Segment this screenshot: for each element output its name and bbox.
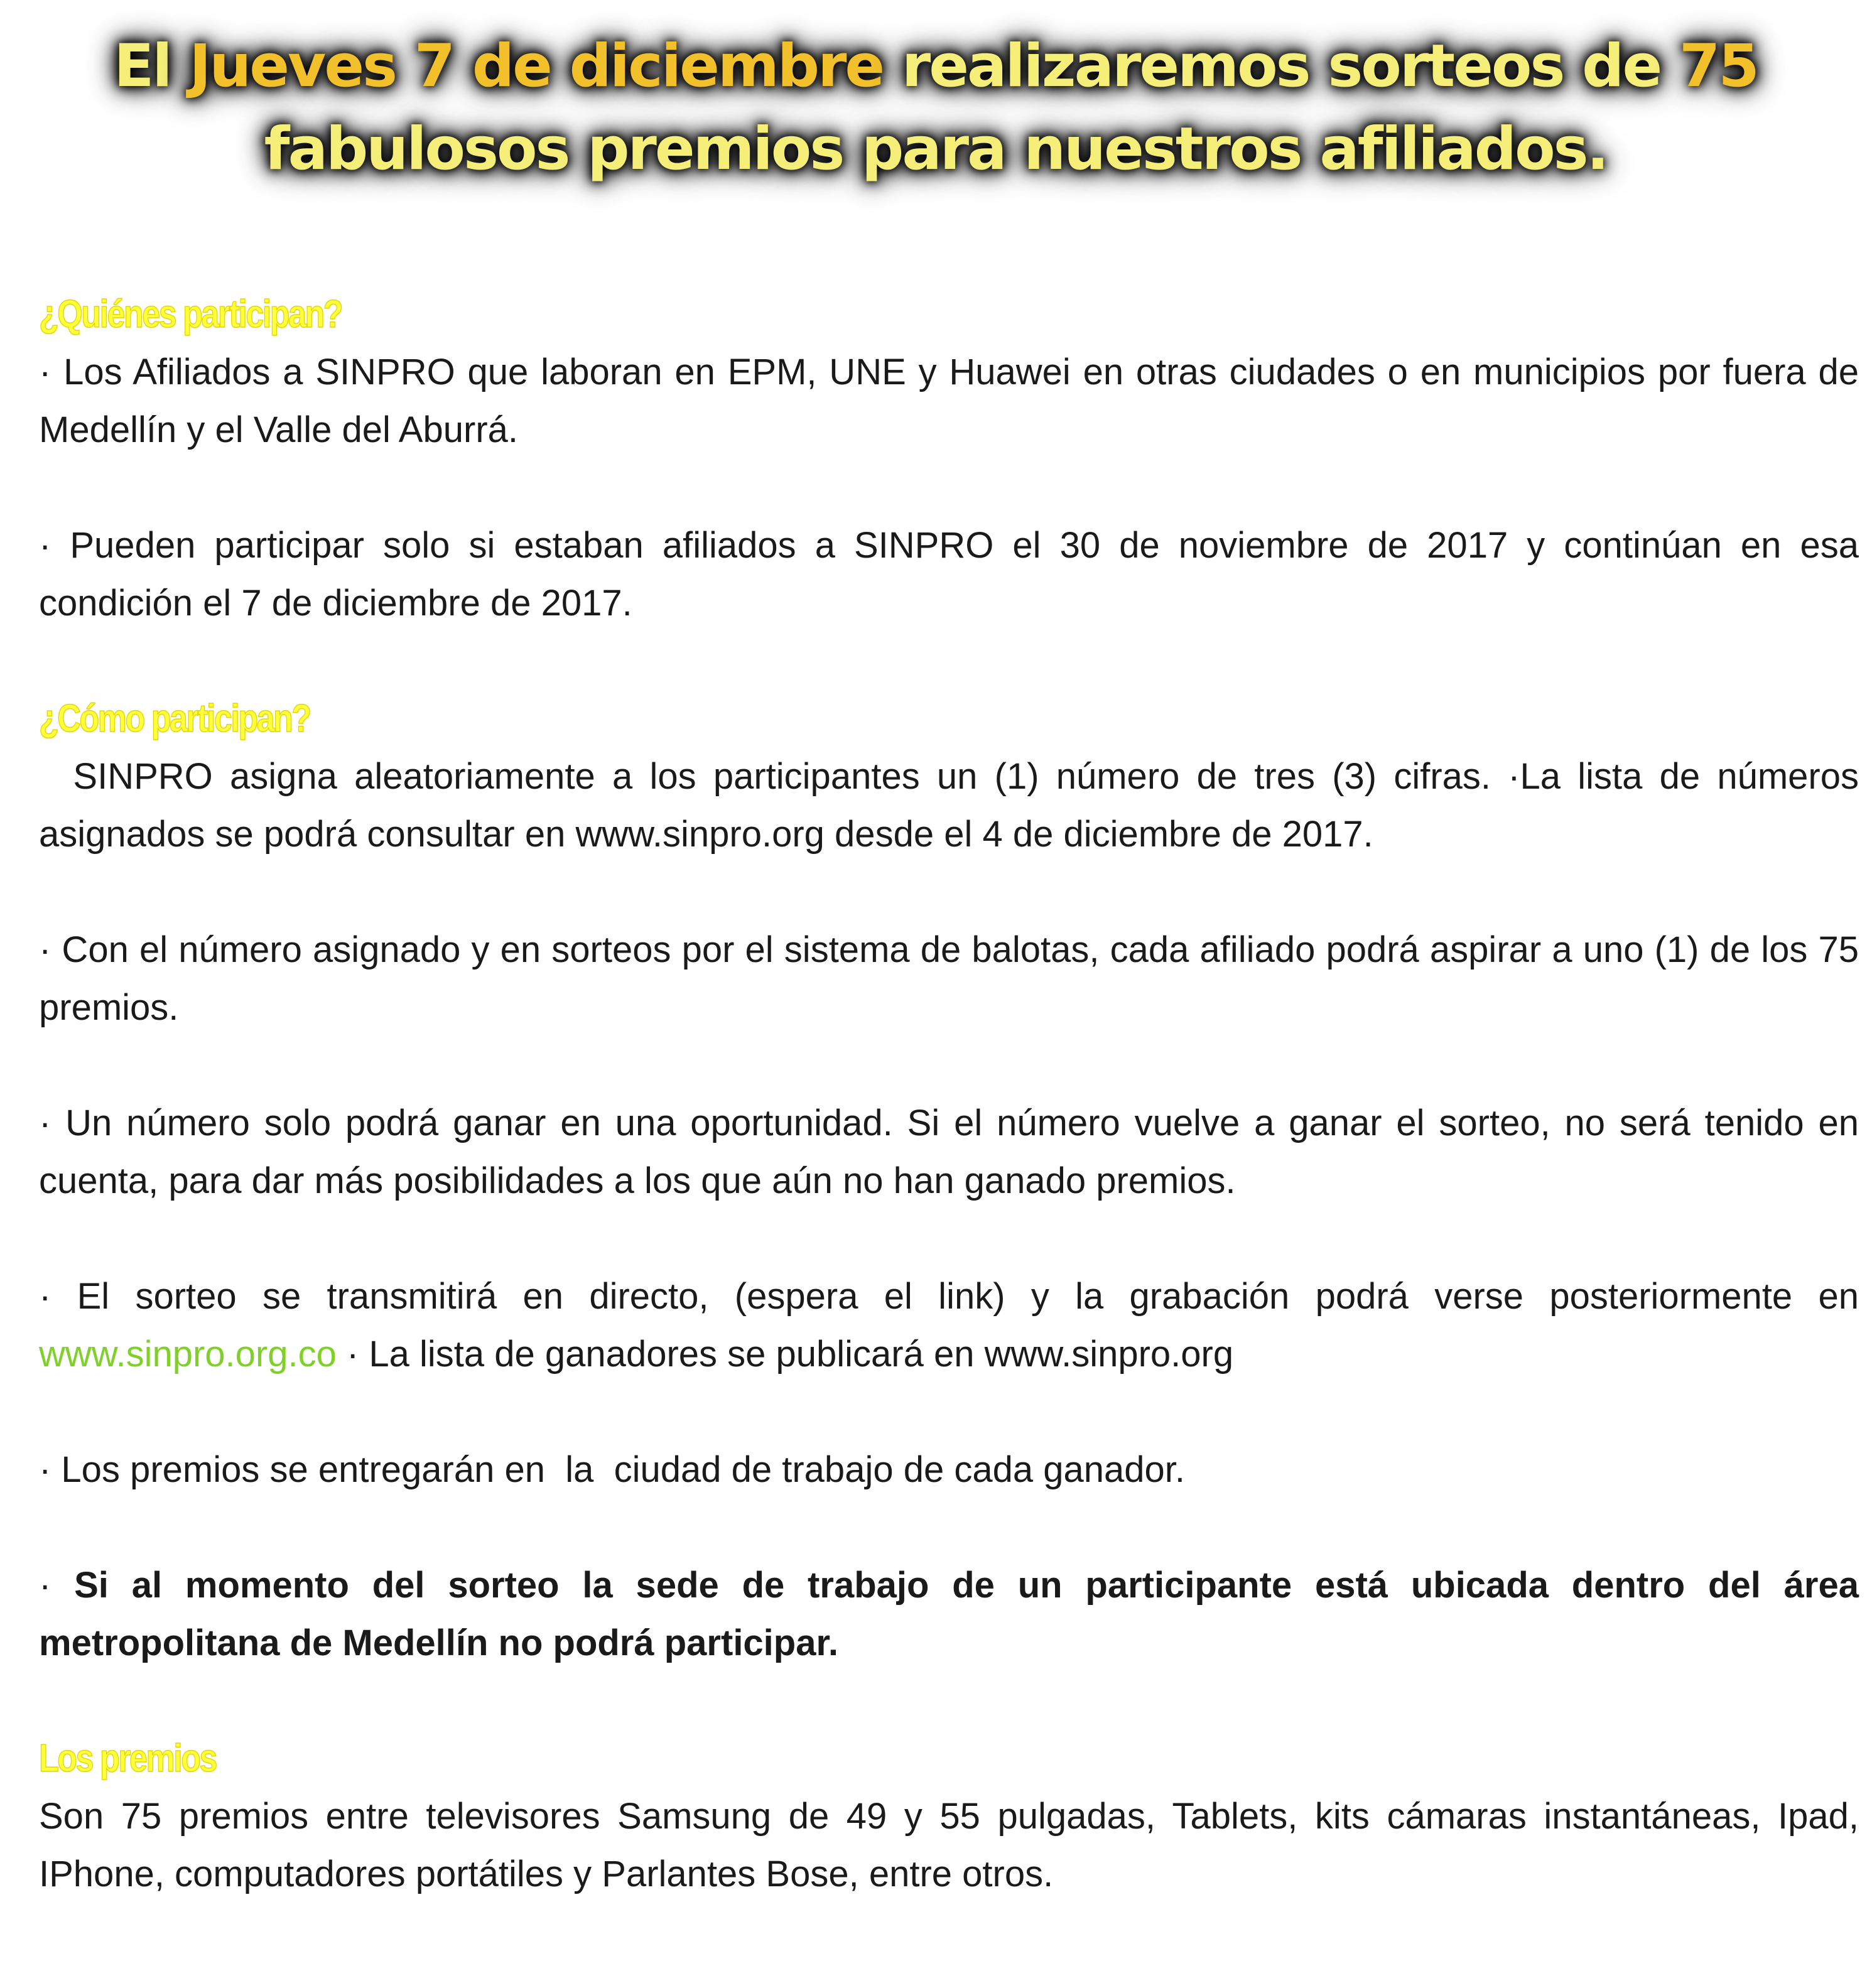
title-part2: realizaremos sorteos de <box>883 32 1679 100</box>
como-paragraph-6-dot: · <box>39 1565 75 1606</box>
section-premios <box>39 1730 1859 1903</box>
como-paragraph-1: SINPRO asigna aleatoriamente a los participantes un (1) número de tres (3) cifras. ·La lista de números asignados se podrá consultar en www.sinpro.org desde el 4 de diciembre de 2017. <box>39 756 1869 855</box>
page-title <box>25 25 1846 191</box>
section-heading-como: ¿Cómo participan? <box>39 697 310 740</box>
como-paragraph-2: · Con el número asignado y en sorteos por el sistema de balotas, cada afiliado podrá aspirar a uno (1) de los 75 premios. <box>39 929 1859 1028</box>
title-date-highlight: Jueves 7 de diciembre <box>189 32 884 100</box>
premios-paragraph-1: Son 75 premios entre televisores Samsung de 49 y 55 pulgadas, Tablets, kits cámaras instantáneas, Ipad, IPhone, computadores portátiles y Parlantes Bose, entre otros. <box>39 1796 1859 1894</box>
quienes-paragraph-2: · Pueden participar solo si estaban afiliados a SINPRO el 30 de noviembre de 2017 y continúan en esa condición el 7 de diciembre de 2017. <box>39 525 1859 624</box>
quienes-paragraph-1: · Los Afiliados a SINPRO que laboran en EPM, UNE y Huawei en otras ciudades o en municipios por fuera de Medellín y el Valle del Aburrá. <box>39 352 1859 450</box>
como-paragraph-3: · Un número solo podrá ganar en una oportunidad. Si el número vuelve a ganar el sorteo, no será tenido en cuenta, para dar más posibilidades a los que aún no han ganado premios. <box>39 1103 1859 1201</box>
title-number-highlight: 75 <box>1679 32 1758 100</box>
title-part3: fabulosos premios para nuestros afiliados. <box>264 115 1608 183</box>
title-part1: El <box>114 32 190 100</box>
como-paragraph-6-bold: Si al momento del sorteo la sede de trabajo de un participante está ubicada dentro del área metropolitana de Medellín no podrá participar. <box>39 1565 1859 1663</box>
content <box>39 286 1869 1903</box>
section-quienes <box>39 286 1859 632</box>
como-paragraph-6 <box>39 1557 1859 1672</box>
sinpro-link[interactable]: www.sinpro.org.co <box>39 1334 337 1375</box>
como-paragraph-4-end: · La lista de ganadores se publicará en www.sinpro.org <box>336 1334 1234 1375</box>
como-paragraph-4 <box>39 1268 1859 1383</box>
section-como <box>39 690 1869 1672</box>
como-paragraph-5: · Los premios se entregarán en la ciudad de trabajo de cada ganador. <box>39 1449 1185 1490</box>
como-paragraph-4-start: · El sorteo se transmitirá en directo, (espera el link) y la grabación podrá verse posteriormente en <box>39 1276 1859 1317</box>
section-heading-premios: Los premios <box>39 1737 216 1780</box>
section-heading-quienes: ¿Quiénes participan? <box>39 293 342 336</box>
